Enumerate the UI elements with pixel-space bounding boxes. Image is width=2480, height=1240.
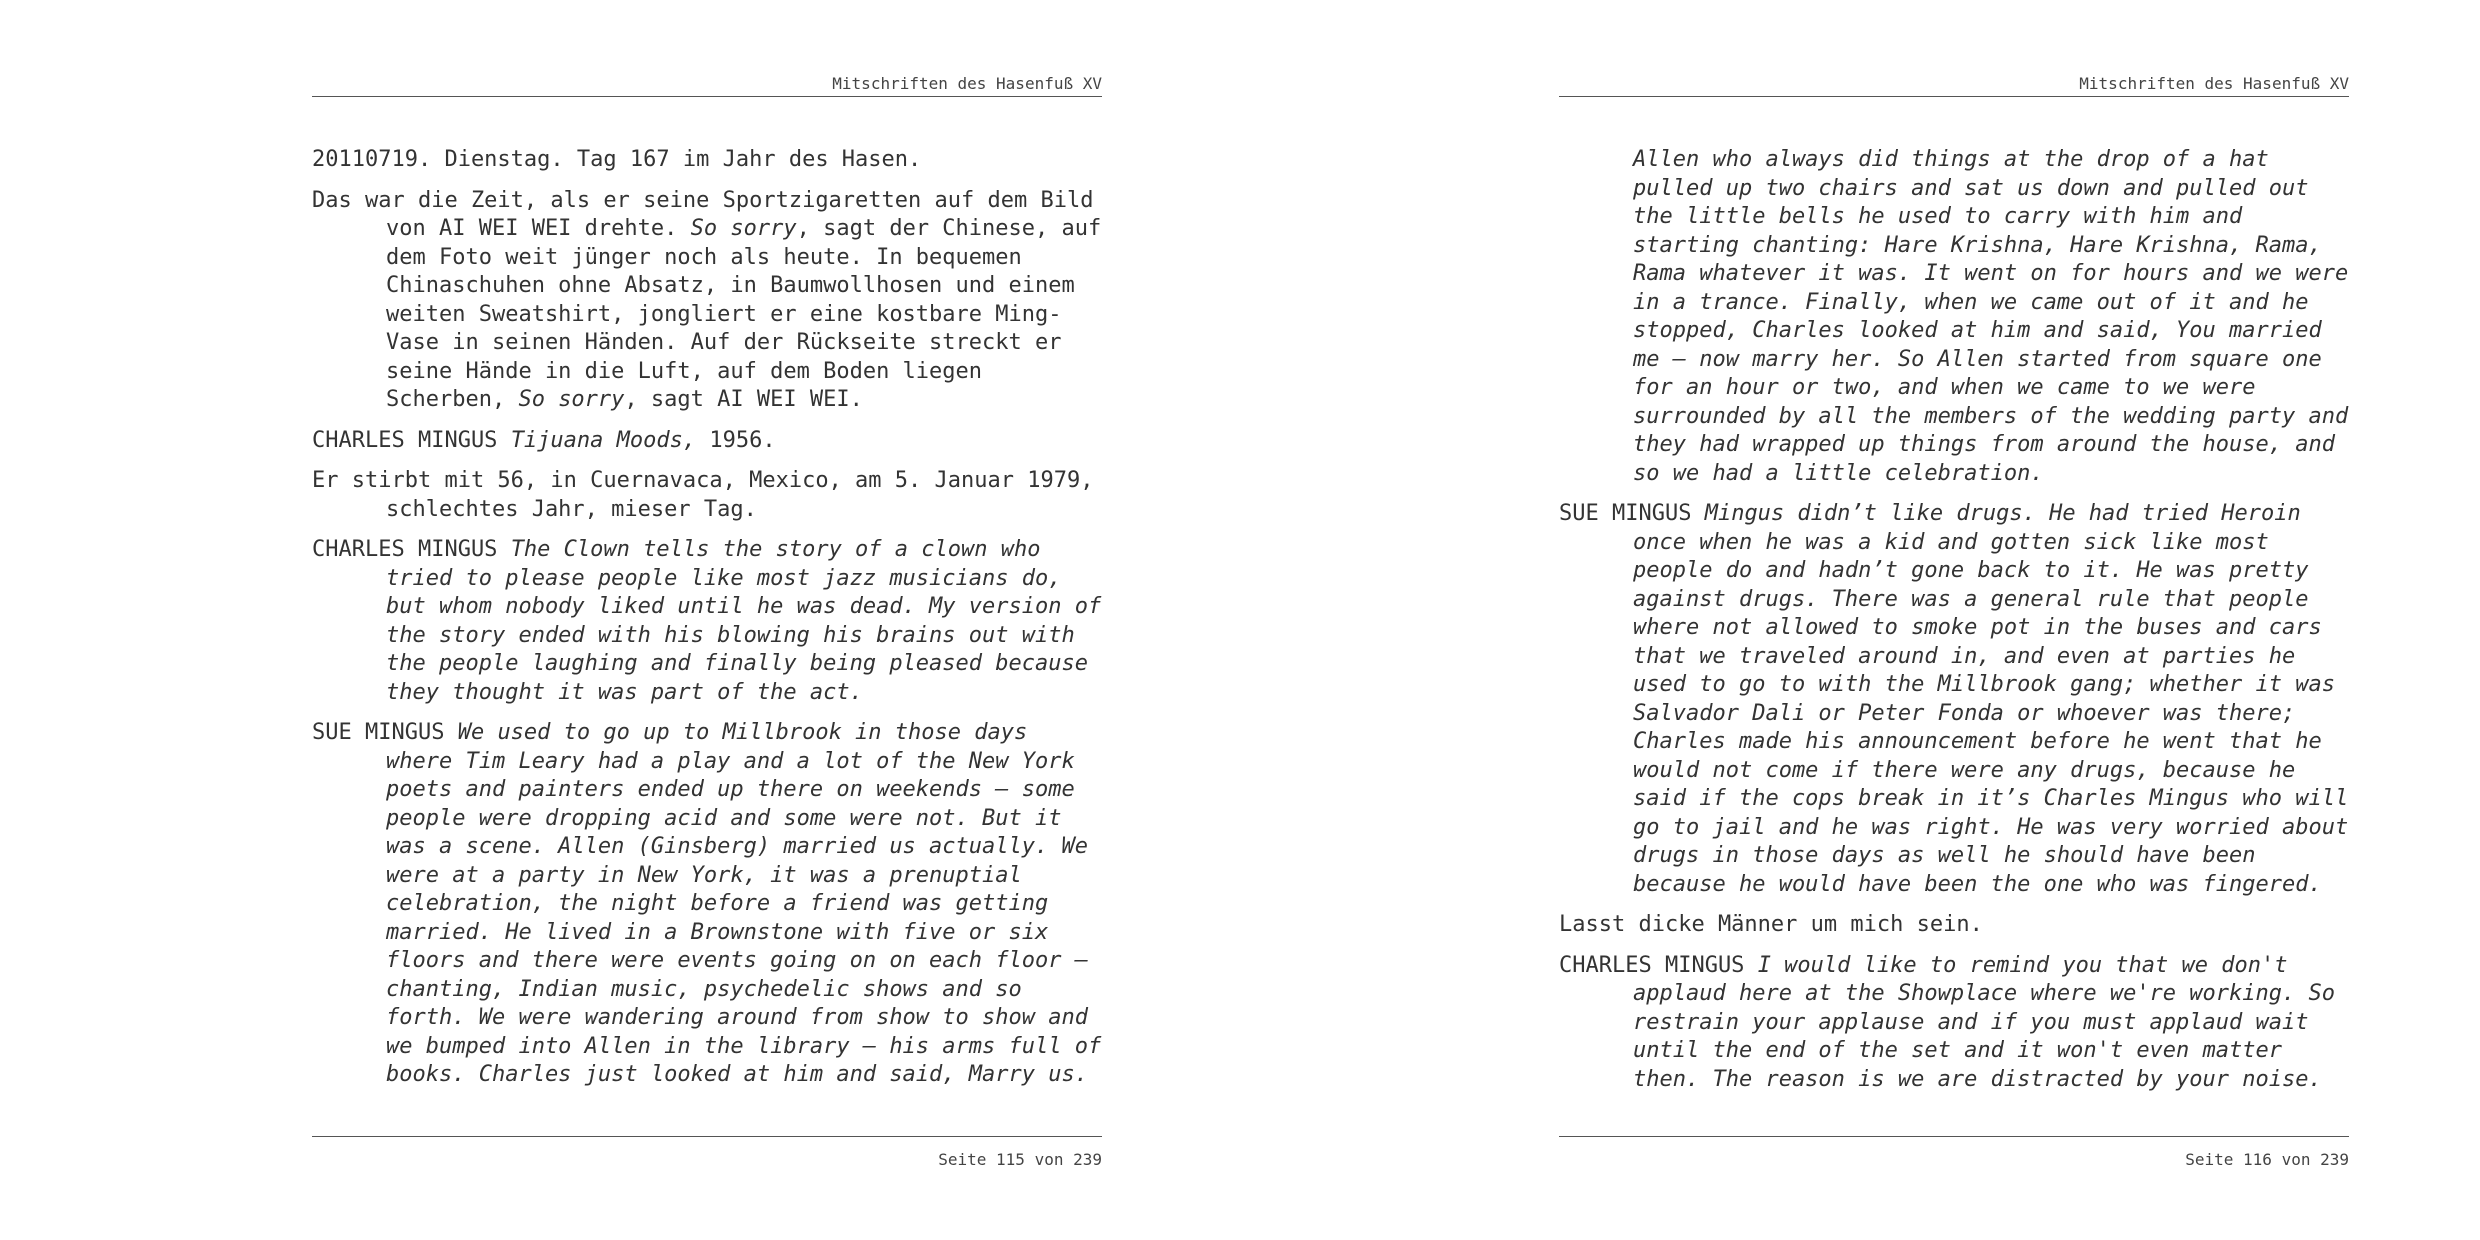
paragraph-millbrook (312, 719, 1102, 1090)
paragraph-tijuana-moods (312, 427, 1102, 456)
page-right (1559, 0, 2349, 1240)
text-run: Er stirbt mit 56, in Cuernavaca, Mexico, am 5. Januar 1979, schlechtes Jahr, mieser Tag. (312, 468, 1094, 522)
text-run: Das war die Zeit, als er seine Sportzigaretten auf dem Bild von AI WEI WEI drehte. (312, 187, 1094, 241)
quote-text: We used to go up to Millbrook in those days where Tim Leary had a play and a lot of the New York poets and painters ended up there on weekends — some people were dropping acid and some were not. But it was a scene. Allen (Ginsberg) married us actually. We were at a party in New York, it was a prenuptial celebration, the night before a friend was getting married. He lived in a Brownstone with five or six floors and there were events going on on each floor — chanting, Indian music, psychedelic shows and so forth. We were wandering around from show to show and we bumped into Allen in the library — his arms full of books. Charles just looked at him and said, Marry us. (386, 720, 1102, 1087)
running-header: Mitschriften des Hasenfuß XV (2079, 74, 2349, 93)
paragraph-drugs (1559, 500, 2349, 899)
footer-rule (1559, 1136, 2349, 1137)
running-header: Mitschriften des Hasenfuß XV (832, 74, 1102, 93)
quote-text: The Clown tells the story of a clown who tried to please people like most jazz musicians do, but whom nobody liked until he was dead. My version of the story ended with his blowing his brains out with the people laughing and finally being pleased because they thought it was part of the act. (386, 537, 1102, 705)
speaker-name: CHARLES MINGUS (312, 427, 511, 453)
text-run: 1956. (696, 427, 776, 453)
page-number: Seite 116 von 239 (2185, 1150, 2349, 1169)
text-run: , sagt der Chinese, auf dem Foto weit jünger noch als heute. In bequemen Chinaschuhen ohne Absatz, in Baumwollhosen und einem weiten Sweatshirt, jongliert er eine kostbare Ming-Vase in seinen Händen. Auf der Rückseite streckt er seine Hände in die Luft, auf dem Boden liegen Scherben, (386, 216, 1102, 412)
speaker-name: SUE MINGUS (312, 720, 458, 745)
paragraph-death (312, 467, 1102, 524)
page-body (312, 146, 1102, 1102)
header-rule (1559, 96, 2349, 97)
date-line: 20110719. Dienstag. Tag 167 im Jahr des Hasen. (312, 147, 922, 172)
header-rule (312, 96, 1102, 97)
speaker-name: CHARLES MINGUS (312, 537, 511, 562)
album-title: Tijuana Moods, (510, 427, 697, 453)
quote-text: Allen who always did things at the drop of a hat pulled up two chairs and sat us down and pulled out the little bells he used to carry with him and starting chanting: Hare Krishna, Hare Krishna, Rama, Rama whatever it was. It went on for hours and we were in a trance. Finally, when we came out of it and he stopped, Charles looked at him and said, You married me – now marry her. So Allen started from square one for an hour or two, and when we came to we were surrounded by all the members of the wedding party and they had wrapped up things from around the house, and so we had a little celebration. (1633, 147, 2349, 486)
paragraph-date (312, 146, 1102, 175)
page-number: Seite 115 von 239 (938, 1150, 1102, 1169)
paragraph-applause (1559, 952, 2349, 1095)
footer-rule (312, 1136, 1102, 1137)
speaker-name: CHARLES MINGUS (1559, 952, 1758, 978)
text-run-italic: So sorry (690, 216, 797, 241)
text-run-italic: So sorry (518, 387, 625, 412)
text-run: , sagt AI WEI WEI. (624, 387, 863, 412)
paragraph-continuation (1559, 146, 2349, 488)
text-run: Lasst dicke Männer um mich sein. (1559, 912, 1983, 937)
page-left (312, 0, 1102, 1240)
page-body (1559, 146, 2349, 1106)
speaker-name: SUE MINGUS (1559, 501, 1705, 526)
quote-text: Mingus didn’t like drugs. He had tried Heroin once when he was a kid and gotten sick like most people do and hadn’t gone back to it. He was pretty against drugs. There was a general rule that people where not allowed to smoke pot in the buses and cars that we traveled around in, and even at parties he used to go to with the Millbrook gang; whether it was Salvador Dali or Peter Fonda or whoever was there; Charles made his announcement before he went that he would not come if there were any drugs, because he said if the cops break in it’s Charles Mingus who will go to jail and he was right. He was very worried about drugs in those days as well he should have been because he would have been the one who was fingered. (1633, 501, 2349, 897)
paragraph-ai-wei-wei (312, 187, 1102, 415)
quote-text: I would like to remind you that we don't applaud here at the Showplace where we're working. So restrain your applause and if you must applaud wait until the end of the set and it won't even matter then. The reason is we are distracted by your noise. (1633, 952, 2335, 1092)
paragraph-clown (312, 536, 1102, 707)
paragraph-dicke-maenner (1559, 911, 2349, 940)
